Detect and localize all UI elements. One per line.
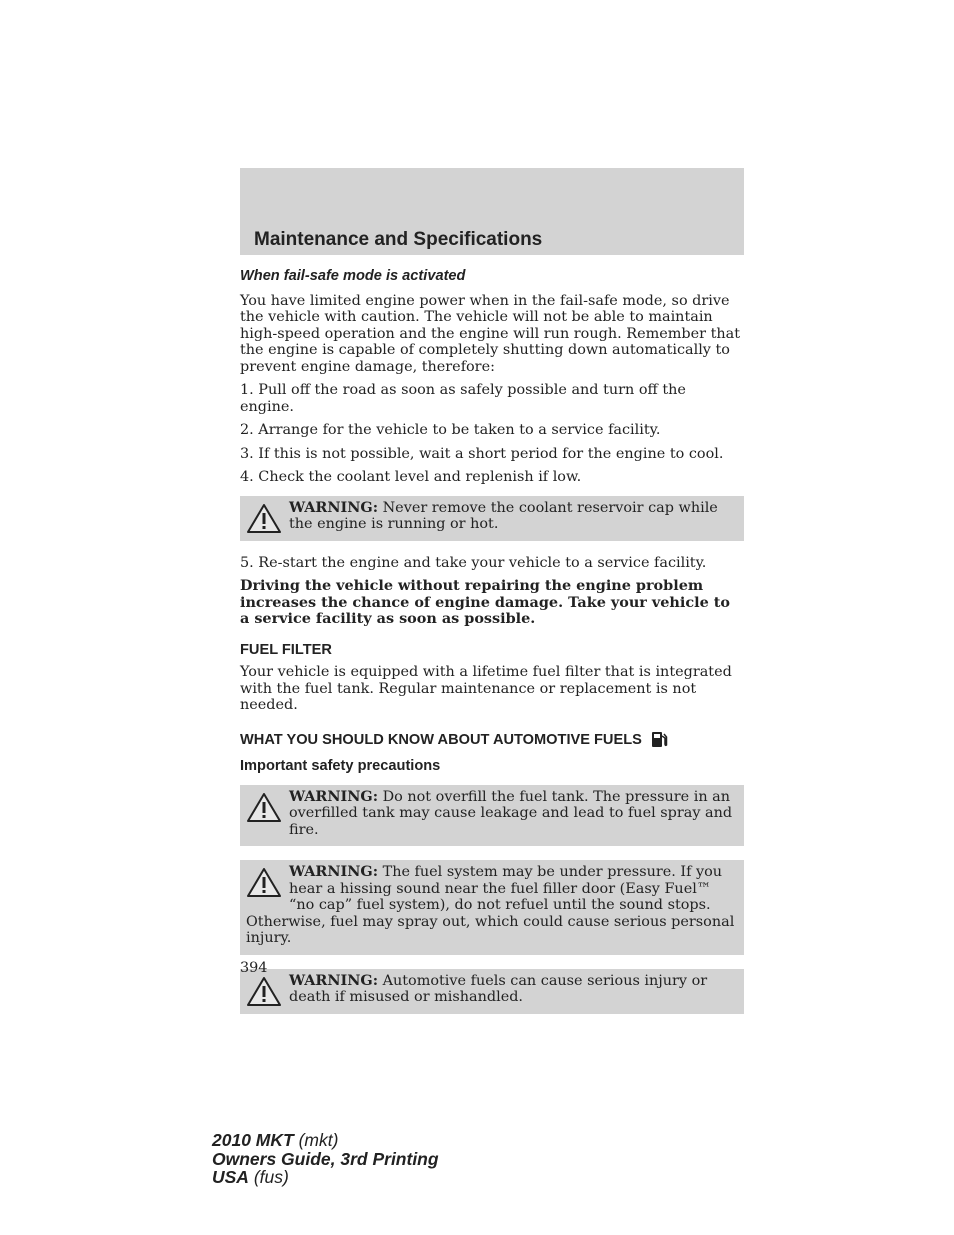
warning-label: WARNING: — [289, 971, 379, 989]
step-5: 5. Re-start the engine and take your vehicle to a service facility. — [240, 554, 707, 571]
footer-market-code: (fus) — [248, 1167, 289, 1187]
document-footer — [212, 1131, 439, 1187]
warning-triangle-icon — [246, 866, 282, 898]
step-2: 2. Arrange for the vehicle to be taken to a service facility. — [240, 422, 661, 438]
warning-label: WARNING: — [289, 787, 379, 805]
warning-triangle-icon — [246, 502, 282, 534]
failsafe-heading: When fail-safe mode is activated — [240, 268, 466, 284]
failsafe-intro: You have limited engine power when in the fail-safe mode, so drive the vehicle with caution. The vehicle will not be able to maintain high-speed operation and the engine will run rough. Remember that the engine is capable of completely shutting down automatically to prevent engine damage, therefore: — [240, 292, 740, 375]
section-header — [240, 168, 744, 255]
step-4: 4. Check the coolant level and replenish if low. — [240, 469, 582, 485]
warning-text: Automotive fuels can cause serious injury or death if misused or mishandled. — [289, 972, 708, 1005]
warning-text: The fuel system may be under pressure. If you hear a hissing sound near the fuel filler door (Easy Fuel™ “no cap” fuel system), do not refuel until the sound stops. Otherwise, fuel may spray out, which could cause serious personal injury. — [246, 864, 735, 946]
fuel-filter-text: Your vehicle is equipped with a lifetime fuel filter that is integrated with the fuel tank. Regular maintenance or replacement is not needed. — [240, 664, 732, 713]
warning-triangle-icon — [246, 975, 282, 1007]
warning-box-overfill — [240, 785, 744, 847]
fuel-pump-icon — [650, 728, 668, 748]
fuel-filter-heading: FUEL FILTER — [240, 641, 332, 658]
footer-line-2: Owners Guide, 3rd Printing — [212, 1148, 439, 1169]
warning-box-coolant — [240, 496, 744, 541]
page-number: 394 — [240, 960, 268, 976]
warning-triangle-icon — [246, 791, 282, 823]
fuels-heading — [240, 728, 744, 749]
page-content — [240, 268, 744, 1028]
warning-label: WARNING: — [289, 863, 379, 880]
step-3: 3. If this is not possible, wait a short period for the engine to cool. — [240, 445, 724, 462]
fuels-heading-text: WHAT YOU SHOULD KNOW ABOUT AUTOMOTIVE FUELS — [240, 731, 642, 748]
warning-text: Do not overfill the fuel tank. The pressure in an overfilled tank may cause leakage and lead to fuel spray and fire. — [289, 788, 733, 838]
footer-line-3 — [212, 1168, 439, 1187]
engine-damage-note: Driving the vehicle without repairing the engine problem increases the chance of engine damage. Take your vehicle to a service facility as soon as possible. — [240, 577, 730, 627]
footer-market: USA — [212, 1167, 249, 1187]
step-1: 1. Pull off the road as soon as safely possible and turn off the engine. — [240, 382, 686, 415]
footer-model-code: (mkt) — [293, 1130, 339, 1150]
section-title: Maintenance and Specifications — [254, 229, 543, 250]
warning-text: Never remove the coolant reservoir cap while the engine is running or hot. — [289, 499, 718, 532]
footer-model: 2010 MKT — [212, 1130, 294, 1150]
warning-box-pressure — [240, 860, 744, 955]
safety-precautions-heading: Important safety precautions — [240, 758, 441, 774]
footer-line-1 — [212, 1131, 439, 1150]
warning-label: WARNING: — [289, 498, 379, 516]
warning-box-misuse — [240, 969, 744, 1014]
